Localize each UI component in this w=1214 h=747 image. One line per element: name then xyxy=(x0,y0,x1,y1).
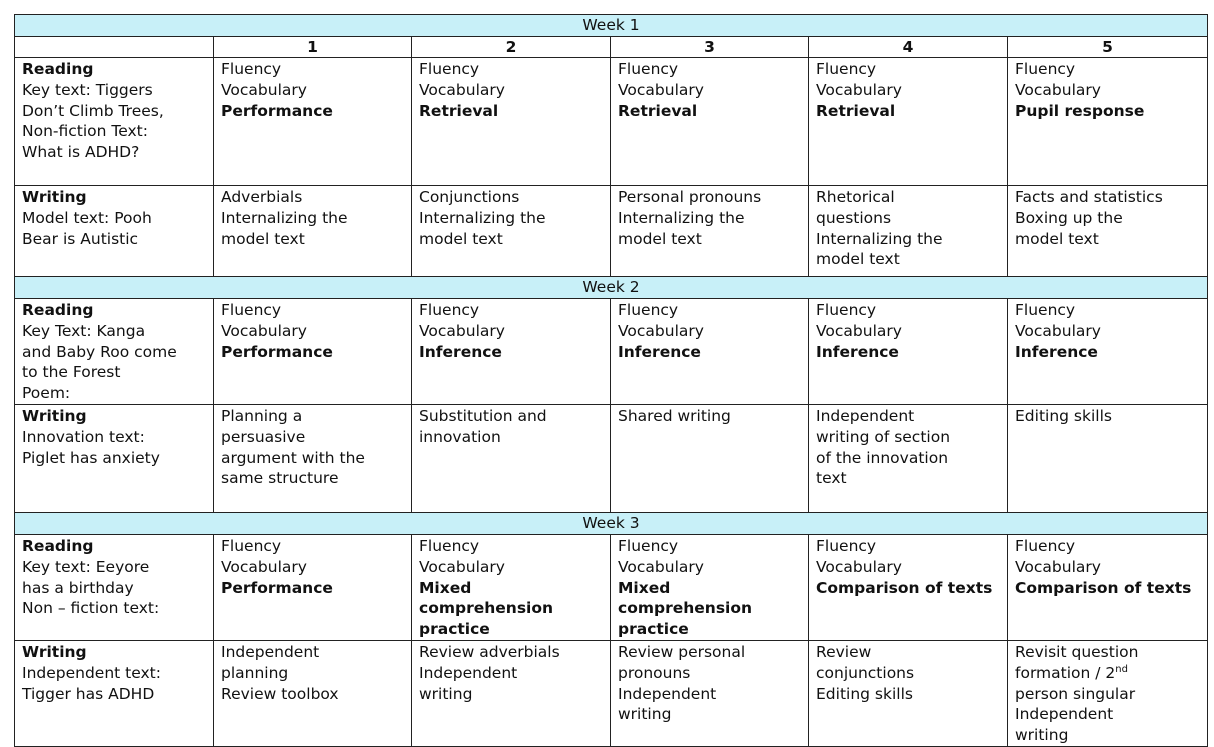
reading-activity: Vocabulary xyxy=(221,80,307,99)
reading-focus: Inference xyxy=(419,342,502,361)
writing-activity: person singular xyxy=(1015,684,1136,703)
writing-day-cell xyxy=(809,405,1008,513)
writing-text-cell xyxy=(15,405,214,513)
day-header: 4 xyxy=(809,37,1008,58)
reading-text-line: has a birthday xyxy=(22,578,134,597)
writing-activity: Independent xyxy=(816,407,915,425)
ordinal-suffix: nd xyxy=(1115,663,1128,675)
writing-activity: conjunctions xyxy=(816,663,915,682)
reading-activity: Fluency xyxy=(1015,537,1076,555)
writing-activity: Revisit question xyxy=(1015,642,1139,661)
writing-day-cell xyxy=(809,640,1008,746)
reading-activity: Vocabulary xyxy=(816,557,902,576)
reading-focus: Performance xyxy=(221,578,333,597)
reading-focus: Retrieval xyxy=(618,101,698,120)
reading-day-cell xyxy=(214,58,412,186)
reading-focus: Performance xyxy=(221,101,333,120)
writing-activity: Facts and statistics xyxy=(1015,188,1163,206)
reading-activity: Fluency xyxy=(419,60,480,78)
writing-activity: of the innovation xyxy=(816,448,949,467)
writing-activity: model text xyxy=(1015,229,1099,248)
writing-text-line: Tigger has ADHD xyxy=(22,684,155,703)
writing-activity: Substitution and xyxy=(419,407,547,425)
writing-day-cell xyxy=(214,640,412,746)
reading-activity: Fluency xyxy=(1015,301,1076,319)
reading-day-cell xyxy=(1008,535,1208,641)
writing-row xyxy=(15,640,1208,746)
writing-activity: persuasive xyxy=(221,427,306,446)
reading-text-cell xyxy=(15,299,214,405)
reading-day-cell xyxy=(611,535,809,641)
day-header-row xyxy=(15,37,1208,58)
corner-cell xyxy=(15,37,214,58)
writing-text-line: Bear is Autistic xyxy=(22,229,139,248)
reading-focus: Performance xyxy=(221,342,333,361)
writing-activity: innovation xyxy=(419,427,501,446)
writing-activity: Independent xyxy=(1015,705,1114,724)
writing-activity: Personal pronouns xyxy=(618,188,762,206)
writing-activity: Editing skills xyxy=(1015,407,1112,425)
reading-activity: Fluency xyxy=(221,301,282,319)
reading-row xyxy=(15,535,1208,641)
reading-day-cell xyxy=(412,299,611,405)
reading-day-cell xyxy=(611,58,809,186)
reading-activity: Vocabulary xyxy=(419,80,505,99)
writing-activity: writing of section xyxy=(816,427,951,446)
reading-activity: Vocabulary xyxy=(1015,80,1101,99)
writing-activity: Review personal xyxy=(618,642,746,661)
reading-day-cell xyxy=(214,299,412,405)
reading-activity: Vocabulary xyxy=(1015,321,1101,340)
writing-activity: Independent xyxy=(419,663,518,682)
reading-day-cell xyxy=(611,299,809,405)
writing-activity: text xyxy=(816,469,847,488)
writing-text-line: Model text: Pooh xyxy=(22,208,152,227)
writing-activity: argument with the xyxy=(221,448,365,467)
writing-activity: model text xyxy=(221,229,305,248)
writing-row xyxy=(15,186,1208,277)
reading-text-line: Don’t Climb Trees, xyxy=(22,101,164,120)
reading-text-cell xyxy=(15,58,214,186)
writing-text-line: Piglet has anxiety xyxy=(22,448,160,467)
reading-text-line: Poem: xyxy=(22,384,71,403)
reading-activity: Vocabulary xyxy=(816,321,902,340)
reading-activity: Fluency xyxy=(221,60,282,78)
writing-activity: model text xyxy=(419,229,503,248)
writing-activity: Internalizing the xyxy=(419,208,546,227)
writing-activity: Internalizing the xyxy=(816,229,943,248)
reading-row xyxy=(15,299,1208,405)
day-header: 1 xyxy=(214,37,412,58)
reading-focus: Mixed comprehension practice xyxy=(618,578,753,639)
reading-activity: Vocabulary xyxy=(221,557,307,576)
writing-text-cell xyxy=(15,640,214,746)
writing-activity: pronouns xyxy=(618,663,691,682)
reading-text-line: What is ADHD? xyxy=(22,143,140,162)
writing-activity: Review adverbials xyxy=(419,642,560,661)
reading-label: Reading xyxy=(22,60,94,78)
writing-row xyxy=(15,405,1208,513)
reading-activity: Fluency xyxy=(1015,60,1076,78)
writing-day-cell xyxy=(412,640,611,746)
week-title: Week 3 xyxy=(15,513,1208,535)
reading-day-cell xyxy=(412,58,611,186)
writing-day-cell xyxy=(611,640,809,746)
reading-activity: Vocabulary xyxy=(221,321,307,340)
reading-activity: Fluency xyxy=(618,301,679,319)
writing-activity: Rhetorical xyxy=(816,188,895,206)
reading-activity: Fluency xyxy=(816,60,877,78)
reading-text-line: Key text: Eeyore xyxy=(22,557,150,576)
writing-activity: questions xyxy=(816,208,892,227)
writing-activity: Independent xyxy=(618,684,717,703)
reading-activity: Fluency xyxy=(419,537,480,555)
reading-activity: Fluency xyxy=(816,301,877,319)
writing-text-line: Independent text: xyxy=(22,663,161,682)
reading-text-line: and Baby Roo come xyxy=(22,342,177,361)
reading-focus: Retrieval xyxy=(419,101,499,120)
writing-text-line: Innovation text: xyxy=(22,427,145,446)
writing-day-cell xyxy=(412,405,611,513)
writing-activity: same structure xyxy=(221,469,339,488)
writing-activity: writing xyxy=(419,684,473,703)
reading-activity: Fluency xyxy=(618,60,679,78)
writing-activity: Shared writing xyxy=(618,407,731,425)
reading-activity: Vocabulary xyxy=(618,557,704,576)
reading-activity: Vocabulary xyxy=(1015,557,1101,576)
reading-activity: Fluency xyxy=(221,537,282,555)
reading-focus: Retrieval xyxy=(816,101,896,120)
reading-focus: Inference xyxy=(1015,342,1098,361)
reading-focus: Comparison of texts xyxy=(1015,578,1192,597)
reading-label: Reading xyxy=(22,537,94,555)
reading-activity: Vocabulary xyxy=(618,321,704,340)
reading-day-cell xyxy=(809,299,1008,405)
reading-row xyxy=(15,58,1208,186)
writing-activity: Review xyxy=(816,642,872,661)
writing-activity: Boxing up the xyxy=(1015,208,1123,227)
reading-day-cell xyxy=(809,58,1008,186)
reading-text-line: to the Forest xyxy=(22,363,121,382)
writing-text-cell xyxy=(15,186,214,277)
reading-focus: Pupil response xyxy=(1015,101,1145,120)
writing-activity: model text xyxy=(816,250,900,269)
reading-day-cell xyxy=(214,535,412,641)
writing-activity: planning xyxy=(221,663,289,682)
reading-day-cell xyxy=(1008,299,1208,405)
week-header-row xyxy=(15,277,1208,299)
day-header: 5 xyxy=(1008,37,1208,58)
reading-day-cell xyxy=(809,535,1008,641)
reading-activity: Fluency xyxy=(618,537,679,555)
writing-day-cell xyxy=(214,405,412,513)
reading-activity: Vocabulary xyxy=(419,557,505,576)
reading-focus: Inference xyxy=(816,342,899,361)
week-title: Week 2 xyxy=(15,277,1208,299)
day-header: 3 xyxy=(611,37,809,58)
writing-day-cell xyxy=(412,186,611,277)
reading-activity: Fluency xyxy=(419,301,480,319)
reading-activity: Vocabulary xyxy=(618,80,704,99)
writing-activity: Internalizing the xyxy=(618,208,745,227)
reading-activity: Vocabulary xyxy=(816,80,902,99)
writing-day-cell xyxy=(611,186,809,277)
reading-text-line: Key text: Tiggers xyxy=(22,80,153,99)
writing-activity: Review toolbox xyxy=(221,684,339,703)
reading-text-cell xyxy=(15,535,214,641)
writing-activity: model text xyxy=(618,229,702,248)
writing-day-cell xyxy=(1008,405,1208,513)
writing-day-cell xyxy=(1008,640,1208,746)
reading-writing-plan-table xyxy=(14,14,1208,747)
writing-activity: Independent xyxy=(221,642,320,661)
writing-activity: Editing skills xyxy=(816,684,913,703)
reading-activity: Fluency xyxy=(816,537,877,555)
reading-focus: Comparison of texts xyxy=(816,578,993,597)
reading-text-line: Key Text: Kanga xyxy=(22,321,146,340)
week-title: Week 1 xyxy=(15,15,1208,37)
week-header-row xyxy=(15,15,1208,37)
reading-day-cell xyxy=(1008,58,1208,186)
writing-day-cell xyxy=(809,186,1008,277)
writing-day-cell xyxy=(611,405,809,513)
reading-text-line: Non – fiction text: xyxy=(22,599,160,618)
writing-label: Writing xyxy=(22,642,87,661)
reading-focus: Mixed comprehension practice xyxy=(419,578,554,639)
reading-focus: Inference xyxy=(618,342,701,361)
writing-day-cell xyxy=(1008,186,1208,277)
day-header: 2 xyxy=(412,37,611,58)
writing-activity: writing xyxy=(618,705,672,724)
writing-label: Writing xyxy=(22,188,87,206)
writing-activity: writing xyxy=(1015,726,1069,745)
writing-activity: Adverbials xyxy=(221,188,303,206)
reading-day-cell xyxy=(412,535,611,641)
writing-activity: Internalizing the xyxy=(221,208,348,227)
reading-activity: Vocabulary xyxy=(419,321,505,340)
writing-activity: Conjunctions xyxy=(419,188,520,206)
writing-day-cell xyxy=(214,186,412,277)
week-header-row xyxy=(15,513,1208,535)
writing-activity: Planning a xyxy=(221,407,303,425)
reading-label: Reading xyxy=(22,301,94,319)
writing-activity: formation / 2nd xyxy=(1015,663,1128,682)
reading-text-line: Non-fiction Text: xyxy=(22,122,148,141)
writing-label: Writing xyxy=(22,407,87,425)
